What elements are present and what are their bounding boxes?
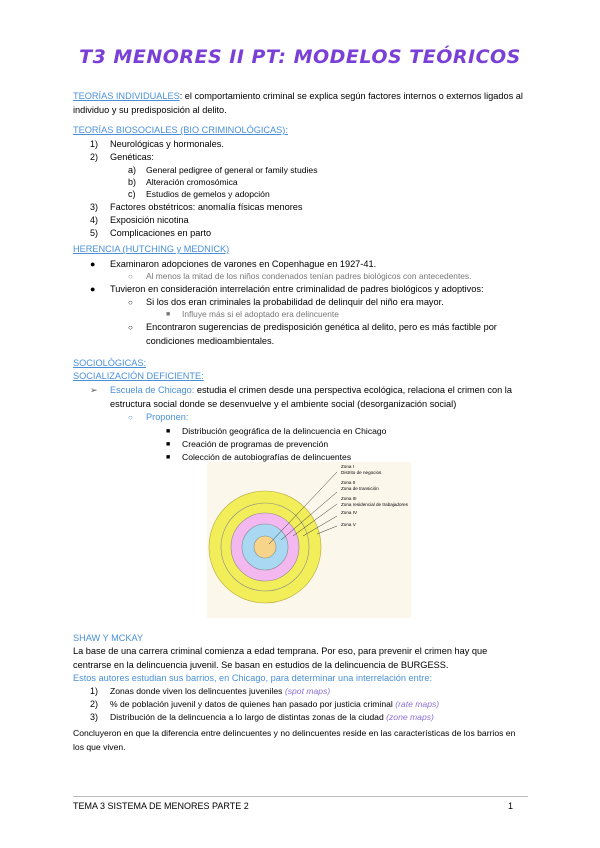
square-bullet-icon: ■ <box>166 311 171 318</box>
concentric-zones-diagram <box>207 462 411 618</box>
list-item: Examinaron adopciones de varones en Copenhague en 1927-41. <box>110 259 377 269</box>
zone-label: Zona IV <box>341 510 358 515</box>
page-number: 1 <box>508 801 514 811</box>
shaw-heading: SHAW Y MCKAY <box>73 633 144 643</box>
list-number: 2) <box>90 152 99 162</box>
list-number: 3) <box>90 202 99 212</box>
list-item: Factores obstétricos: anomalía físicas menores <box>110 202 303 212</box>
list-item: Complicaciones en parto <box>110 228 212 238</box>
biosociales-heading: TEORÍAS BIOSOCIALES (BIO CRIMINOLÓGICAS): <box>73 125 288 135</box>
socializacion-heading: SOCIALIZACIÓN DEFICIENTE: <box>73 371 204 381</box>
list-number: 3) <box>90 712 99 722</box>
sub-list-letter: a) <box>128 165 137 175</box>
individuales-label: TEORÍAS INDIVIDUALES <box>73 91 180 101</box>
list-item: Genéticas: <box>110 152 154 162</box>
leader-line <box>317 526 337 534</box>
zone-label: Zona III <box>341 496 357 501</box>
sub-list-item: Encontraron sugerencias de predisposición genética al delito, pero es más factible por condiciones medioambientales. <box>146 322 497 346</box>
square-bullet-icon: ■ <box>166 428 171 435</box>
zone-label: Zona residencial de trabajadores <box>341 502 408 507</box>
circle-bullet-icon: ○ <box>128 323 133 332</box>
sub-sub-list-item: Influye más si el adoptado era delincuente <box>182 309 339 319</box>
sub-list-item: Al menos la mitad de los niños condenados tenían padres biológicos con antecedentes. <box>146 271 472 281</box>
list-item: Neurológicas y hormonales. <box>110 139 224 149</box>
circle-bullet-icon: ○ <box>128 298 133 307</box>
square-bullet-icon: ■ <box>166 441 171 448</box>
conclusion-paragraph: Concluyeron en que la diferencia entre delincuentes y no delincuentes reside en las características de los barrios en los que viven. <box>73 728 516 752</box>
sub-list-letter: b) <box>128 177 137 187</box>
individuales-paragraph <box>73 90 528 117</box>
square-bullet-icon: ■ <box>166 454 171 461</box>
zone-label: Distrito de negocios <box>341 470 382 475</box>
shaw-paragraph: La base de una carrera criminal comienza a edad temprana. Por eso, para prevenir el crimen hay que centrarse en la delincuencia juvenil. Se basan en estudios de la delincuencia de BURGESS. <box>73 646 488 670</box>
shaw-intro: Estos autores estudian sus barrios, en Chicago, para determinar una interrelación entre: <box>73 673 433 683</box>
list-number: 1) <box>90 139 99 149</box>
list-item-text: Zonas donde viven los delincuentes juveniles <box>110 686 285 696</box>
proponen-label: Proponen: <box>146 412 189 422</box>
bullet-icon: ● <box>90 259 96 269</box>
sub-list-item: Alteración cromosómica <box>146 177 238 187</box>
map-type-tag: (zone maps) <box>386 712 434 722</box>
chicago-text: estudia el crimen desde una perspectiva ecológica, relaciona el crimen con la estructura social donde se desenvuelve y el ambiente social (desorganización social) <box>110 385 512 409</box>
sub-sub-list-item: Distribución geográfica de la delincuencia en Chicago <box>182 426 387 436</box>
bullet-icon: ● <box>90 284 96 294</box>
map-type-tag: (spot maps) <box>284 686 331 696</box>
sub-list-letter: c) <box>128 189 136 199</box>
individuales-text: : el comportamiento criminal se explica según factores internos o externos ligados al individuo y su predisposición al delito. <box>73 91 523 115</box>
list-number: 4) <box>90 215 99 225</box>
zone-label: Zona V <box>341 522 356 527</box>
sociologicas-heading: SOCIOLÓGICAS: <box>73 358 147 368</box>
list-number: 2) <box>90 699 99 709</box>
chicago-label: Escuela de Chicago: <box>110 385 195 395</box>
sub-list-item: Si los dos eran criminales la probabilidad de delinquir del niño era mayor. <box>146 297 444 307</box>
list-item: Exposición nicotina <box>110 215 189 225</box>
list-item-text: Distribución de la delincuencia a lo largo de distintas zonas de la ciudad <box>110 712 387 722</box>
list-item <box>110 685 330 698</box>
zone-ring-center <box>254 536 276 558</box>
sub-list-item: General pedigree of general or family studies <box>146 165 318 175</box>
herencia-heading: HERENCIA (HUTCHING y MEDNICK) <box>73 244 230 254</box>
sub-sub-list-item: Creación de programas de prevención <box>182 439 329 449</box>
list-item <box>110 711 434 724</box>
circle-bullet-icon: ○ <box>128 272 133 281</box>
footer-title: TEMA 3 SISTEMA DE MENORES PARTE 2 <box>73 801 249 811</box>
page-title: T3 MENORES II PT: MODELOS TEÓRICOS <box>79 46 521 68</box>
map-type-tag: (rate maps) <box>395 699 440 709</box>
chicago-paragraph <box>110 384 528 411</box>
zone-label: Zona de transición <box>341 486 379 491</box>
arrow-bullet-icon: ➢ <box>90 385 98 395</box>
zone-label: Zona I <box>341 464 355 469</box>
list-item <box>110 698 439 711</box>
list-number: 1) <box>90 686 99 696</box>
circle-bullet-icon: ○ <box>128 413 133 422</box>
concentric-zones-figure <box>207 462 411 618</box>
sub-list-item: Estudios de gemelos y adopción <box>146 189 270 199</box>
list-item-text: % de población juvenil y datos de quienes han pasado por justicia criminal <box>110 699 396 709</box>
sub-sub-list-item: Colección de autobiografías de delincuentes <box>182 452 352 462</box>
list-number: 5) <box>90 228 99 238</box>
footer-divider <box>73 796 528 797</box>
list-item: Tuvieron en consideración interrelación entre criminalidad de padres biológicos y adoptivos: <box>110 284 484 294</box>
zone-label: Zona II <box>341 480 356 485</box>
